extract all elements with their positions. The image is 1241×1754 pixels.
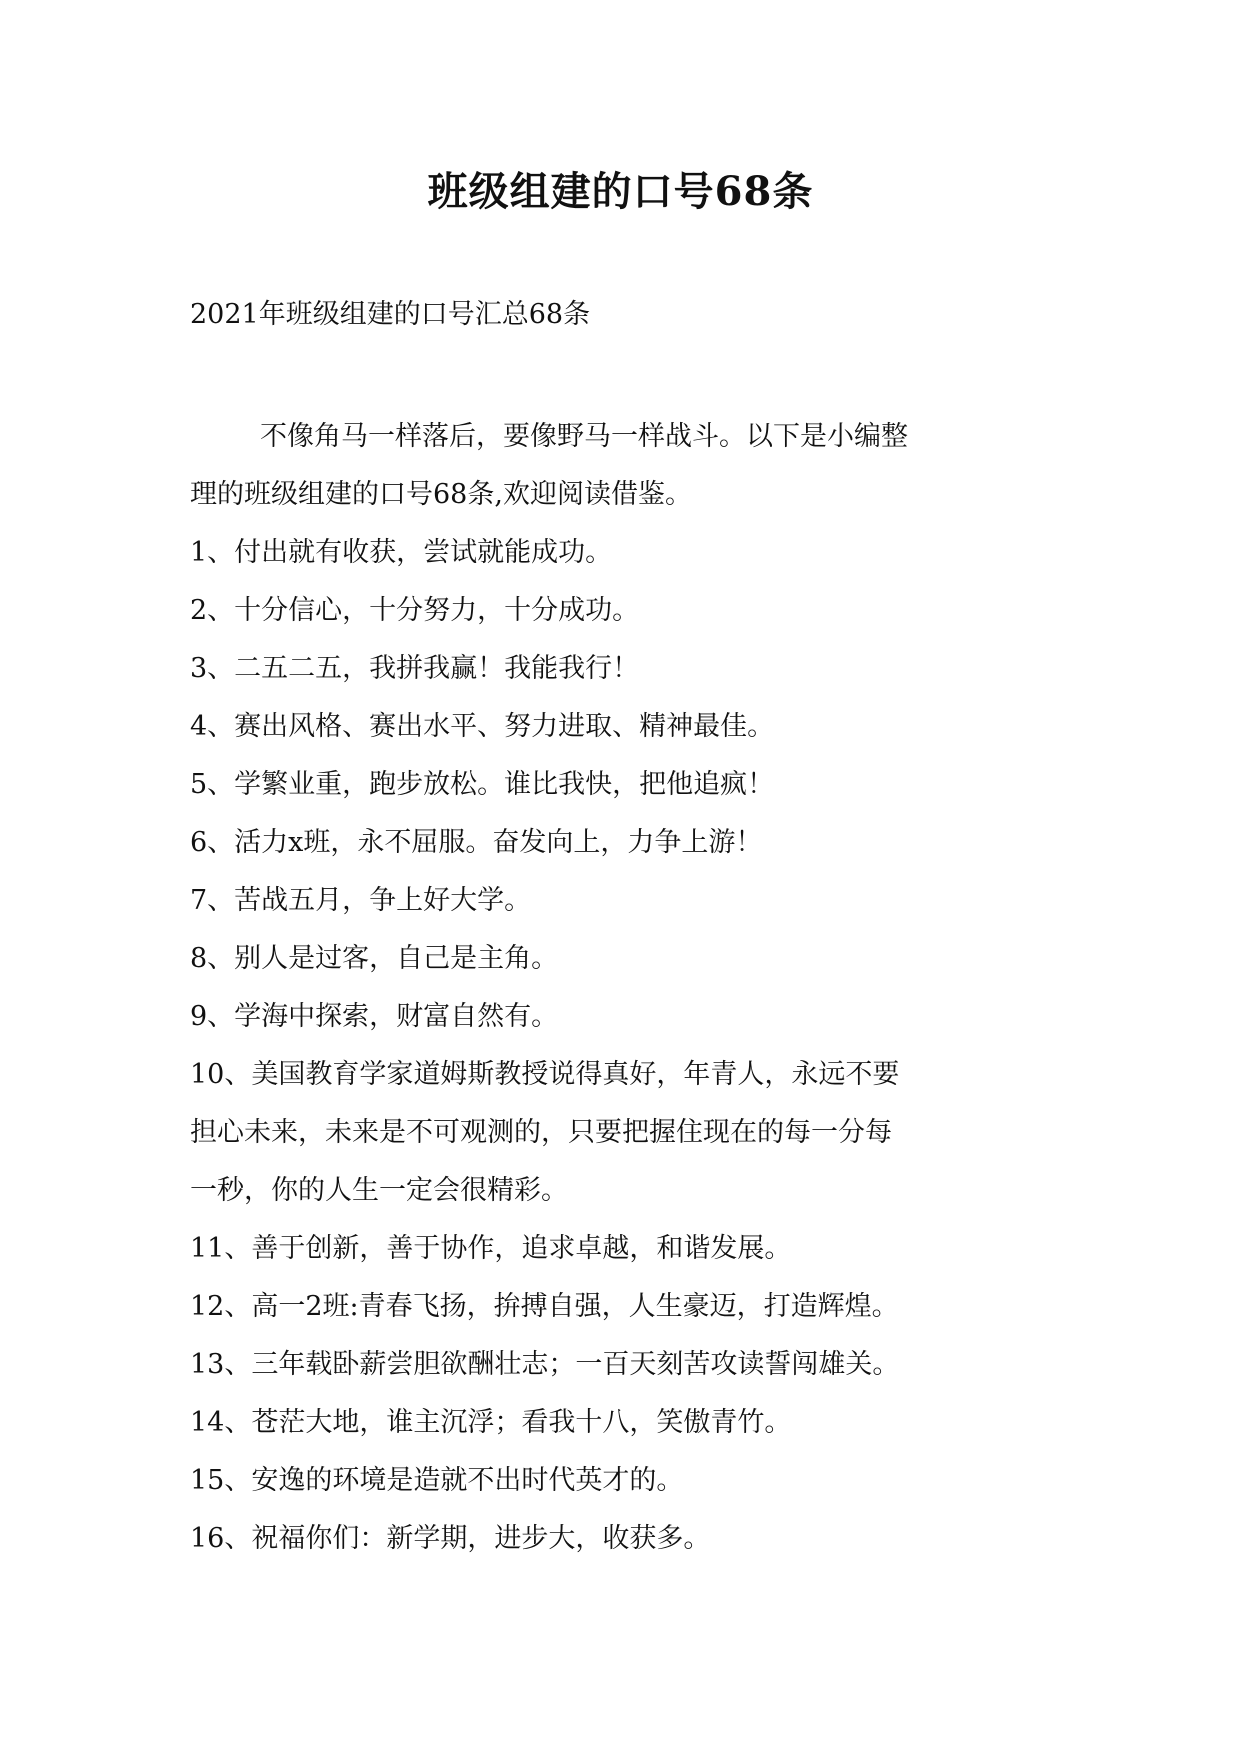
intro-paragraph (190, 408, 1065, 524)
list-item (190, 1220, 1065, 1278)
list-item-line: 2、十分信心，十分努力，十分成功。 (190, 595, 640, 626)
list-item-line: 10、美国教育学家道姆斯教授说得真好，年青人，永远不要 (190, 1059, 900, 1090)
list-item (190, 640, 1065, 698)
list-item-line: 12、高一2班:青春飞扬，拚搏自强，人生豪迈，打造辉煌。 (190, 1291, 899, 1322)
list-item (190, 582, 1065, 640)
intro-line: 不像角马一样落后，要像野马一样战斗。以下是小编整 (260, 421, 908, 452)
list-item (190, 1278, 1065, 1336)
list-item-line: 担心未来，未来是不可观测的，只要把握住现在的每一分每 (190, 1117, 892, 1148)
intro-line: 理的班级组建的口号68条,欢迎阅读借鉴。 (190, 479, 692, 510)
list-item-line: 9、学海中探索，财富自然有。 (190, 1001, 559, 1032)
list-item-line: 7、苦战五月，争上好大学。 (190, 885, 532, 916)
list-item (190, 814, 1065, 872)
list-item-line: 一秒，你的人生一定会很精彩。 (190, 1175, 568, 1206)
list-item-line: 13、三年载卧薪尝胆欲酬壮志；一百天刻苦攻读誓闯雄关。 (190, 1349, 900, 1380)
list-item-line: 6、活力x班，永不屈服。奋发向上，力争上游！ (190, 827, 763, 858)
list-item (190, 698, 1065, 756)
list-item-line: 14、苍茫大地，谁主沉浮；看我十八，笑傲青竹。 (190, 1407, 792, 1438)
list-item-line: 5、学繁业重，跑步放松。谁比我快，把他追疯！ (190, 769, 775, 800)
list-item (190, 988, 1065, 1046)
list-item-line: 16、祝福你们：新学期，进步大，收获多。 (190, 1523, 711, 1554)
list-item (190, 756, 1065, 814)
list-item (190, 872, 1065, 930)
list-item-line: 8、别人是过客，自己是主角。 (190, 943, 559, 974)
document-body (190, 408, 1065, 1568)
list-item (190, 1510, 1065, 1568)
list-item (190, 1394, 1065, 1452)
list-item-line: 3、二五二五，我拼我赢！我能我行！ (190, 653, 640, 684)
list-item-line: 15、安逸的环境是造就不出时代英才的。 (190, 1465, 684, 1496)
list-item (190, 1046, 1065, 1220)
list-item-line: 4、赛出风格、赛出水平、努力进取、精神最佳。 (190, 711, 775, 742)
list-item (190, 1452, 1065, 1510)
list-item (190, 524, 1065, 582)
document-subtitle: 2021年班级组建的口号汇总68条 (190, 299, 591, 330)
list-item-line: 11、善于创新，善于协作，追求卓越，和谐发展。 (190, 1233, 792, 1264)
document-title: 班级组建的口号68条 (427, 168, 814, 215)
list-item (190, 1336, 1065, 1394)
list-item-line: 1、付出就有收获，尝试就能成功。 (190, 537, 613, 568)
list-item (190, 930, 1065, 988)
